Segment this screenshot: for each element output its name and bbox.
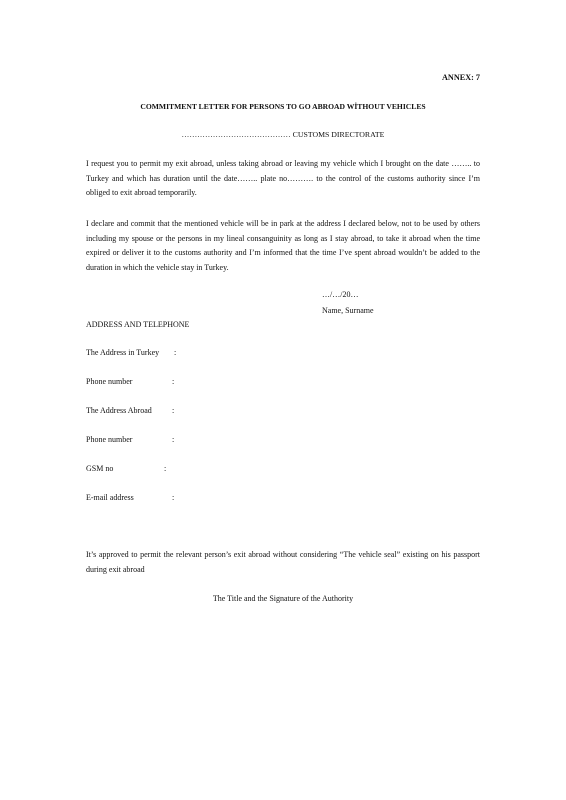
field-colon: : <box>172 493 175 502</box>
name-surname-line: Name, Surname <box>322 306 374 315</box>
field-colon: : <box>172 377 175 386</box>
document-title: COMMITMENT LETTER FOR PERSONS TO GO ABROAD WİTHOUT VEHICLES <box>140 102 426 111</box>
date-line: …/…/20… <box>322 290 359 299</box>
field-colon: : <box>174 348 177 357</box>
address-heading: ADDRESS AND TELEPHONE <box>86 320 190 329</box>
field-label: Phone number <box>86 377 133 386</box>
field-gsm-no <box>86 464 167 473</box>
authority-signature-line: The Title and the Signature of the Authority <box>212 594 354 603</box>
field-label: The Address Abroad <box>86 406 152 415</box>
annex-label: ANNEX: 7 <box>442 73 480 82</box>
field-label: GSM no <box>86 464 114 473</box>
field-email-address <box>86 493 175 502</box>
field-phone-number-turkey <box>86 377 175 386</box>
field-colon: : <box>172 406 175 415</box>
field-label: The Address in Turkey <box>86 348 160 357</box>
request-paragraph: I request you to permit my exit abroad, unless taking abroad or leaving my vehicle which I brought on the date …….. to Turkey and which has duration until the date…….. plate no………. to the control of the customs authority since I’m obliged to exit abroad temporarily. <box>86 159 480 197</box>
field-phone-number-abroad <box>86 435 175 444</box>
field-label: E-mail address <box>86 493 134 502</box>
field-label: Phone number <box>86 435 133 444</box>
customs-directorate-line: …………………………………… CUSTOMS DIRECTORATE <box>181 130 385 139</box>
field-address-turkey <box>86 348 177 357</box>
field-address-abroad <box>86 406 175 415</box>
approval-paragraph: It’s approved to permit the relevant person’s exit abroad without considering “The vehicle seal” existing on his passport during exit abroad <box>86 550 480 574</box>
field-colon: : <box>172 435 175 444</box>
field-colon: : <box>164 464 167 473</box>
declaration-paragraph: I declare and commit that the mentioned vehicle will be in park at the address I declared below, not to be used by others including my spouse or the persons in my lineal consanguinity as long as I stay abroad, to take it abroad when the time expired or deliver it to the customs authority and I’m informed that the time I’ve spent abroad wouldn’t be added to the duration in which the vehicle stay in Turkey. <box>86 219 480 272</box>
